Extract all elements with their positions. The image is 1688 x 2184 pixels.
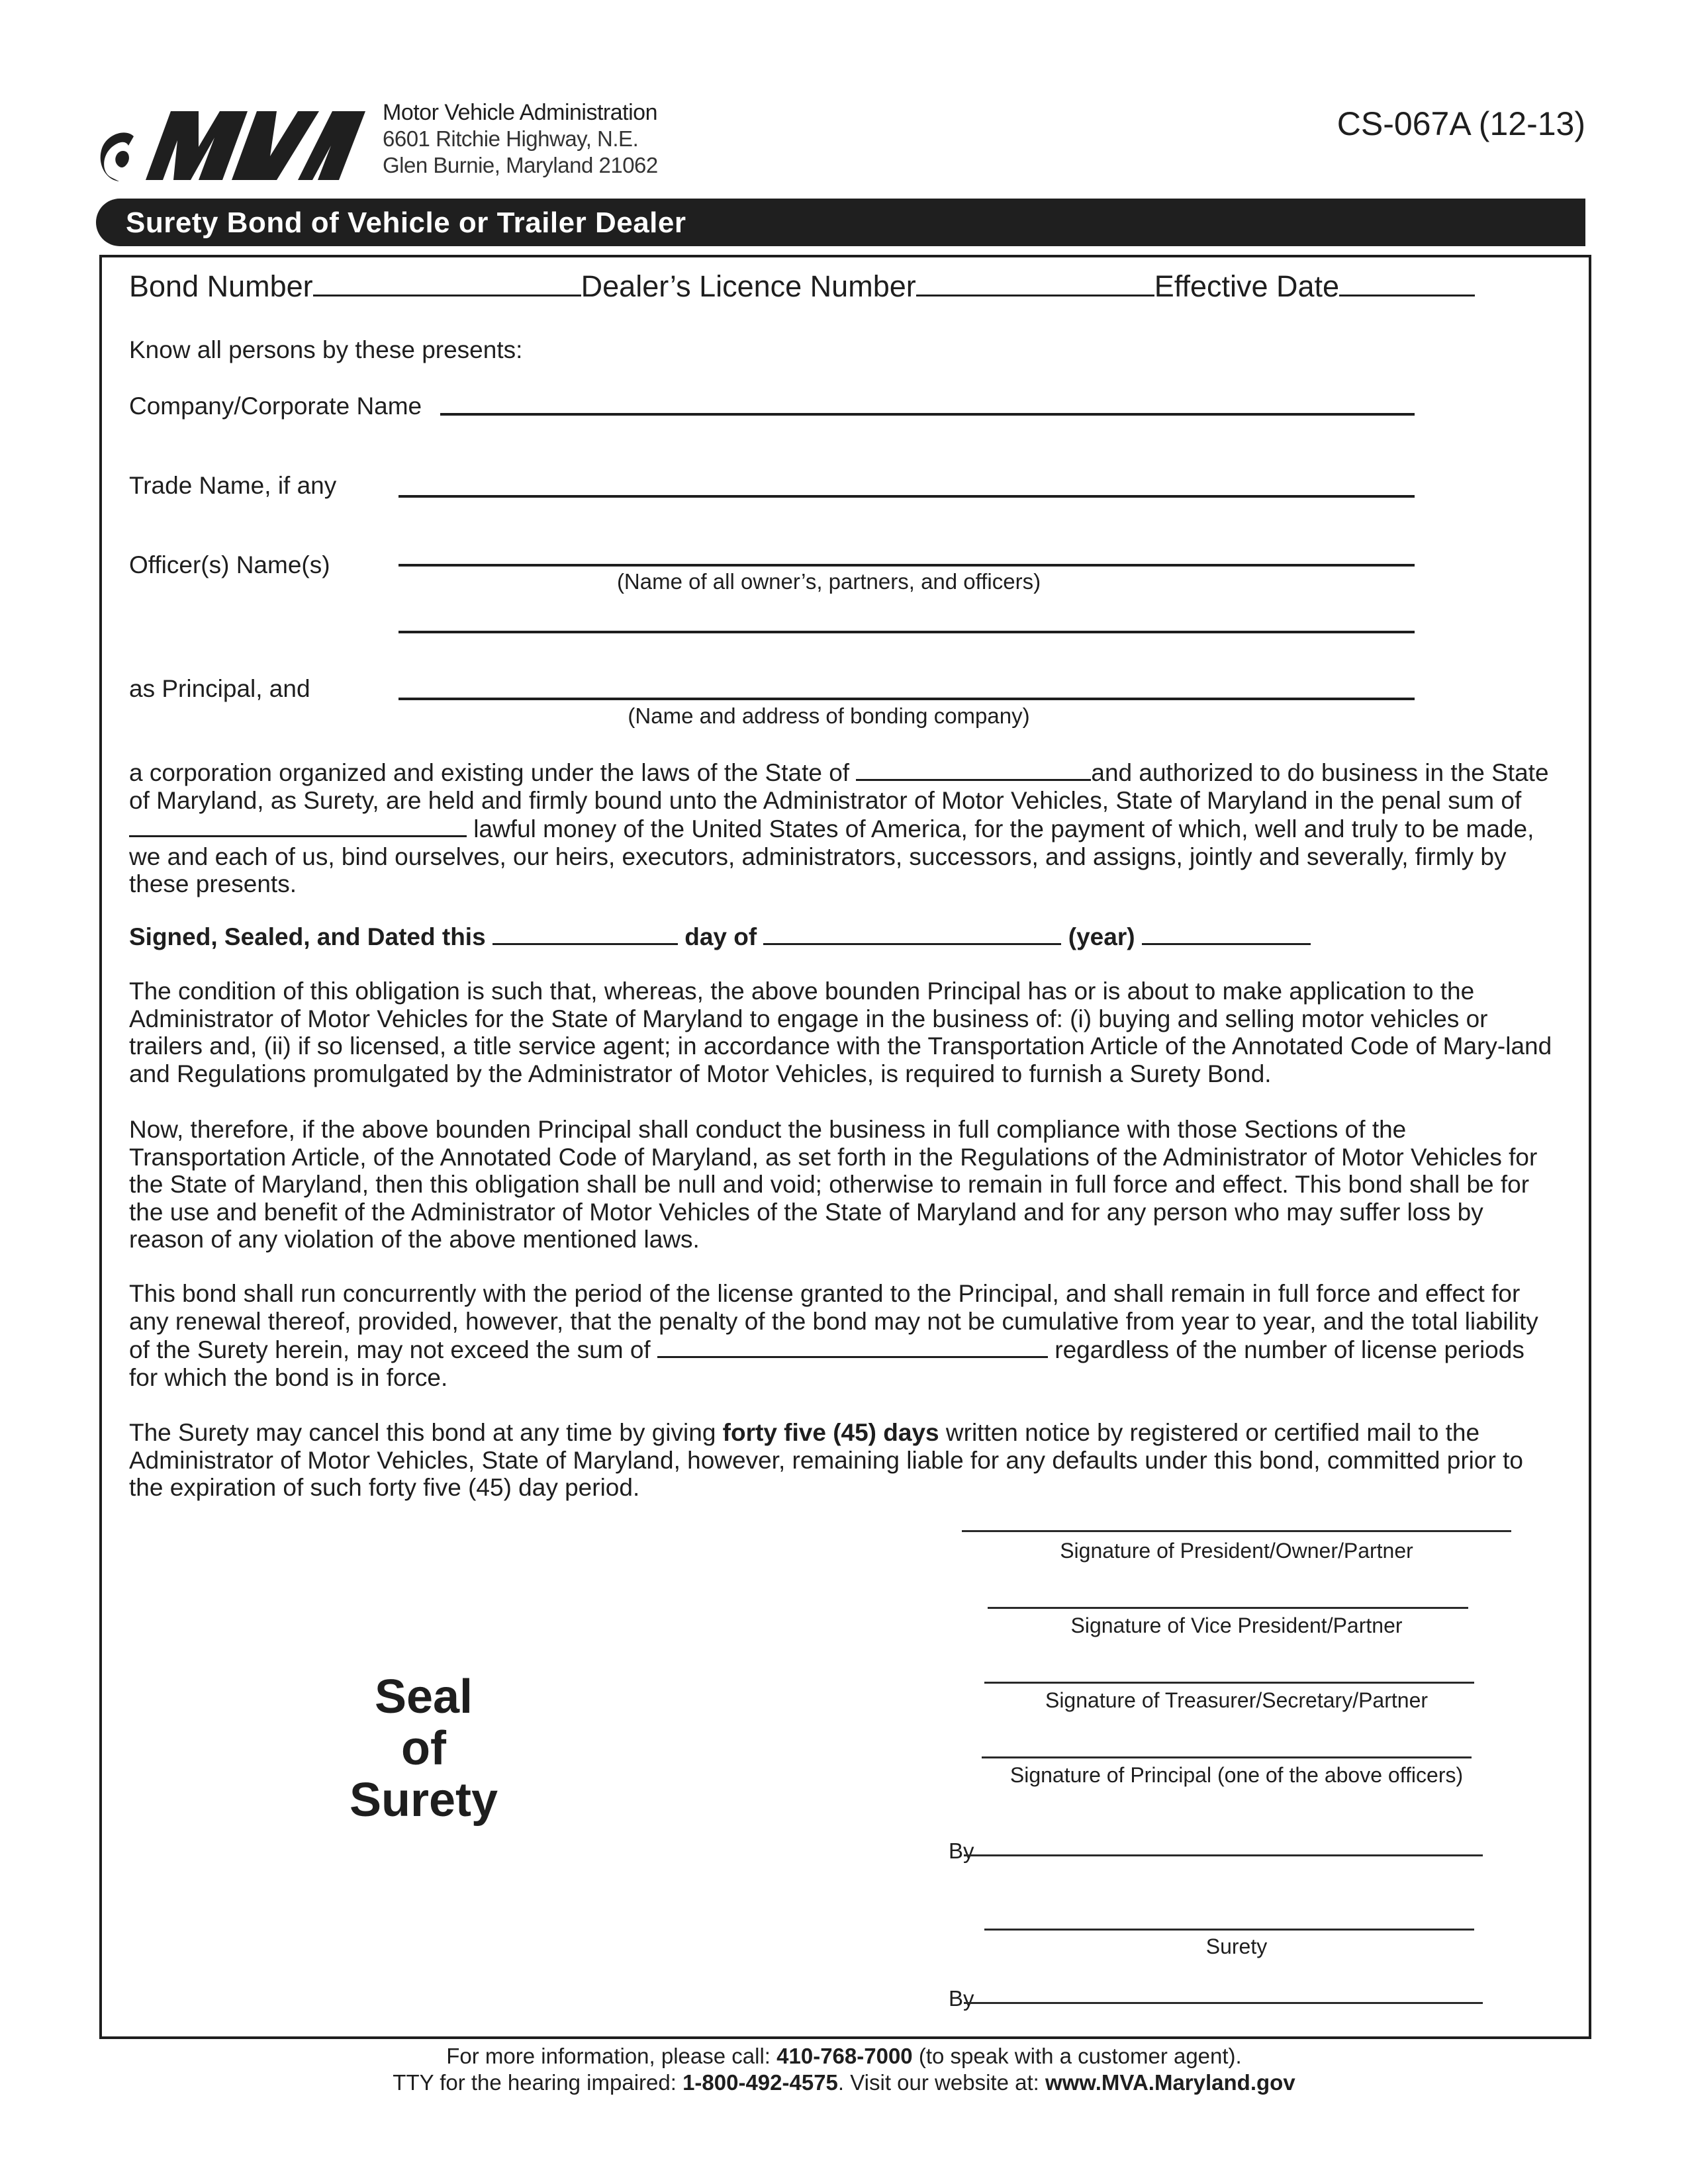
bond-number-field (129, 269, 1475, 303)
footer-line2-mid: . Visit our website at: (837, 2070, 1045, 2095)
paragraph-cancellation (129, 1419, 1552, 1502)
day-of-label: day of (684, 923, 757, 950)
signature-treasurer-line[interactable] (984, 1682, 1474, 1684)
total-liability-input[interactable] (657, 1335, 1048, 1358)
signed-dated-line (129, 922, 1311, 950)
year-label: (year) (1068, 923, 1135, 950)
agency-name: Motor Vehicle Administration (383, 100, 657, 125)
footer-line1-prefix: For more information, please call: (446, 2044, 777, 2068)
dealer-licence-input[interactable] (916, 273, 1154, 296)
signature-vice-president-caption: Signature of Vice President/Partner (1070, 1614, 1403, 1637)
bond-number-input[interactable] (313, 273, 581, 296)
agency-address-line1: 6601 Ritchie Highway, N.E. (383, 126, 639, 151)
by-label-1: By (949, 1839, 974, 1863)
officers-name-input-2[interactable] (399, 631, 1415, 633)
surety-name-line[interactable] (984, 1929, 1474, 1931)
dealer-licence-label: Dealer’s Licence Number (581, 269, 916, 303)
form-title: Surety Bond of Vehicle or Trailer Dealer (126, 206, 686, 239)
footer-phone: 410-768-7000 (776, 2044, 913, 2068)
officers-caption: (Name of all owner’s, partners, and officers) (616, 569, 1041, 594)
surety-caption: Surety (1205, 1934, 1268, 1958)
footer-tty-line (0, 2070, 1688, 2096)
notice-period-bold: forty five (45) days (722, 1419, 939, 1446)
paragraph5-text-1: The Surety may cancel this bond at any time by giving (129, 1419, 723, 1446)
intro-text: Know all persons by these presents: (129, 336, 523, 363)
surety-by-signature-line-2[interactable] (964, 2002, 1483, 2004)
bond-number-label: Bond Number (129, 269, 313, 303)
penal-sum-input[interactable] (129, 814, 467, 837)
month-input[interactable] (763, 922, 1061, 945)
day-input[interactable] (492, 922, 678, 945)
paragraph4-text-2: regardless of the number of license periods for which the bond is in force. (129, 1336, 1524, 1391)
paragraph-surety-binding (129, 758, 1552, 898)
by-label-2: By (949, 1986, 974, 2011)
mva-logo (99, 99, 377, 185)
trade-name-label: Trade Name, if any (129, 472, 337, 499)
footer-line2-prefix: TTY for the hearing impaired: (393, 2070, 683, 2095)
signed-label: Signed, Sealed, and Dated this (129, 923, 486, 950)
company-label: Company/Corporate Name (129, 392, 422, 420)
bonding-company-caption: (Name and address of bonding company) (628, 704, 1030, 728)
paragraph1-text-3: lawful money of the United States of America, for the payment of which, well and truly to be made, we and each of us, bind ourselves, our heirs, executors, administrators, successors, and assigns, jointly and severally, firmly by these presents. (129, 815, 1534, 897)
officers-name-input[interactable] (399, 564, 1415, 567)
seal-line1: Seal (374, 1670, 473, 1723)
year-input[interactable] (1142, 922, 1311, 945)
seal-of-surety (285, 1671, 563, 1826)
effective-date-label: Effective Date (1154, 269, 1340, 303)
signature-treasurer-caption: Signature of Treasurer/Secretary/Partner (1045, 1688, 1429, 1712)
agency-info (383, 99, 658, 179)
signature-president-caption: Signature of President/Owner/Partner (1060, 1539, 1413, 1563)
paragraph4-text-1: This bond shall run concurrently with the period of the license granted to the Principal, and shall remain in full force and effect for any renewal thereof, provided, however, that the penalty of the bond may not be cumulative from year to year, and the total liability of the Surety herein, may not exceed the sum of (129, 1280, 1538, 1363)
footer-tty: 1-800-492-4575 (682, 2070, 838, 2095)
paragraph-concurrent-term (129, 1280, 1552, 1391)
form-code: CS-067A (12-13) (1336, 105, 1585, 142)
principal-label: as Principal, and (129, 675, 310, 702)
signature-principal-line[interactable] (982, 1756, 1472, 1758)
footer-contact-line (0, 2043, 1688, 2070)
signature-principal-caption: Signature of Principal (one of the above officers) (1009, 1763, 1464, 1787)
paragraph-condition: The condition of this obligation is such that, whereas, the above bounden Principal has or is about to make application to the Administrator of Motor Vehicles for the State of Maryland to engage in the business of: (i) buying and selling motor vehicles or trailers and, (ii) if so licensed, a title service agent; in accordance with the Transportation Article of the Annotated Code of Mary-land and Regulations promulgated by the Administrator of Motor Vehicles, is required to furnish a Surety Bond. (129, 978, 1552, 1087)
paragraph5-text-2: written notice by registered or certified mail to the Administrator of Motor Vehicles, State of Maryland, however, remaining liable for any defaults under this bond, committed prior to the expiration of such forty five (45) day period. (129, 1419, 1523, 1501)
title-bar (96, 199, 1585, 246)
effective-date-input[interactable] (1339, 273, 1475, 296)
surety-by-signature-line-1[interactable] (964, 1854, 1483, 1856)
seal-line2: of (401, 1722, 446, 1775)
bonding-company-input[interactable] (399, 698, 1415, 700)
signature-vice-president-line[interactable] (988, 1607, 1468, 1609)
mva-logo-swirl-icon (101, 132, 134, 181)
footer-line1-suffix: (to speak with a customer agent). (912, 2044, 1242, 2068)
footer-website-link[interactable]: www.MVA.Maryland.gov (1045, 2070, 1295, 2095)
company-name-input[interactable] (440, 413, 1415, 416)
state-of-incorporation-input[interactable] (856, 758, 1091, 781)
agency-address-line2: Glen Burnie, Maryland 21062 (383, 153, 658, 177)
paragraph-compliance: Now, therefore, if the above bounden Principal shall conduct the business in full compliance with those Sections of the Transportation Article, of the Annotated Code of Maryland, as set forth in the Regulations of the Administrator of Motor Vehicles for the State of Maryland, then this obligation shall be null and void; otherwise to remain in full force and effect. This bond shall be for the use and benefit of the Administrator of Motor Vehicles of the State of Maryland and for any person who may suffer loss by reason of any violation of the above mentioned laws. (129, 1116, 1538, 1253)
officers-label: Officer(s) Name(s) (129, 551, 330, 578)
signature-president-line[interactable] (962, 1530, 1511, 1532)
paragraph1-text-2: and authorized to do business in the State of Maryland, as Surety, are held and firmly bound unto the Administrator of Motor Vehicles, State of Maryland in the penal sum of (129, 759, 1549, 814)
trade-name-input[interactable] (399, 495, 1415, 498)
paragraph1-text-1: a corporation organized and existing under the laws of the State of (129, 759, 857, 786)
seal-line3: Surety (349, 1774, 498, 1827)
